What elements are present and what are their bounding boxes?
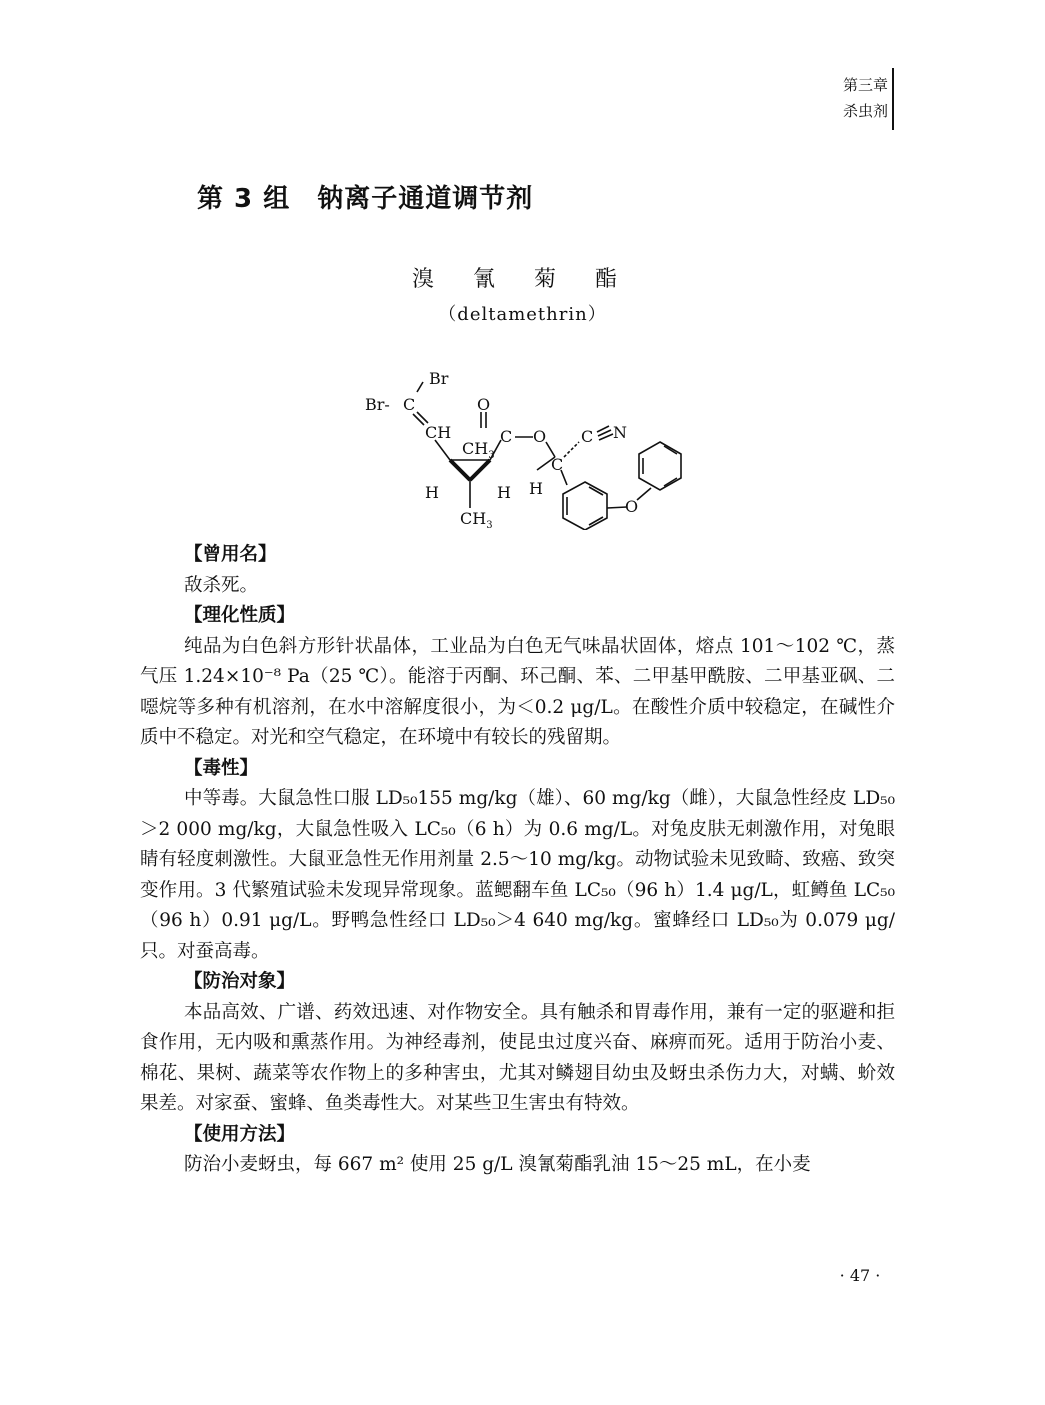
section-text-toxicity: 中等毒。大鼠急性口服 LD₅₀155 mg/kg（雄）、60 mg/kg（雌），大鼠急性经皮 LD₅₀＞2 000 mg/kg，大鼠急性吸入 LC₅₀（6 h）为 0.6 mg/L。对兔皮肤无刺激作用，对兔眼睛有轻度刺激性。大鼠亚急性无作用剂量 2.5～10 mg/kg。动物试验未见致畸、致癌、致突变作用。3 代繁殖试验未发现异常现象。蓝鳃翻车鱼 LC₅₀（96 h）1.4 μg/L，虹鳟鱼 LC₅₀（96 h）0.91 μg/L。野鸭急性经口 LD₅₀＞4 640 mg/kg。蜜蜂经口 LD₅₀为 0.079 μg/只。对蚕高毒。: [140, 788, 895, 962]
section-text-alias: 敌杀死。: [184, 574, 259, 596]
carbonyl-oxygen-label: O: [477, 395, 491, 414]
chapter-label: 第三章: [842, 76, 888, 94]
ch-label: CH: [425, 423, 452, 442]
methyl-label-upper: $CH_3$: [462, 439, 495, 461]
methyl-label-lower: $CH_3$: [460, 509, 493, 530]
nitrogen-label: N: [613, 423, 627, 442]
section-title-properties: 【理化性质】: [184, 605, 296, 626]
page-number: · 47 ·: [839, 1266, 881, 1285]
section-text-targets: 本品高效、广谱、药效迅速、对作物安全。具有触杀和胃毒作用，兼有一定的驱避和拒食作用，无内吸和熏蒸作用。为神经毒剂，使昆虫过度兴奋、麻痹而死。适用于防治小麦、棉花、果树、蔬菜等农作物上的多种害虫，尤其对鳞翅目幼虫及蚜虫杀伤力大，对螨、蚧效果差。对家蚕、蜜蜂、鱼类毒性大。对某些卫生害虫有特效。: [140, 1001, 895, 1114]
compound-name-cn: 溴 氰 菊 酯: [412, 267, 633, 292]
nitrile-carbon-label: C: [581, 427, 594, 446]
compound-name-en: （deltamethrin）: [438, 304, 607, 325]
section-title-targets: 【防治对象】: [184, 971, 296, 992]
chiral-carbon-label: C: [551, 455, 564, 474]
running-header: [800, 72, 888, 124]
section-title-usage: 【使用方法】: [184, 1123, 296, 1145]
h-label-right: H: [497, 483, 511, 502]
ether-oxygen-label: O: [625, 497, 639, 516]
section-title-toxicity: 【毒性】: [184, 757, 259, 779]
group-title: 第 3 组 钠离子通道调节剂: [197, 184, 534, 214]
h-label-chiral: H: [529, 479, 543, 498]
carbonyl-carbon-label: C: [500, 427, 513, 446]
vinyl-carbon-label: C: [403, 395, 416, 414]
header-divider: [892, 68, 894, 130]
ester-oxygen-label: O: [533, 427, 547, 446]
h-label-left: H: [425, 483, 439, 502]
structural-formula: [355, 360, 695, 530]
br-label-top: Br: [429, 369, 449, 388]
monograph-body: [140, 540, 895, 1181]
br-label-left: Br-: [365, 395, 390, 414]
section-text-usage: 防治小麦蚜虫，每 667 m² 使用 25 g/L 溴氰菊酯乳油 15～25 mL，在小麦: [184, 1154, 811, 1175]
category-label: 杀虫剂: [842, 102, 888, 120]
section-text-properties: 纯品为白色斜方形针状晶体，工业品为白色无气味晶状固体，熔点 101～102 ℃，蒸气压 1.24×10⁻⁸ Pa（25 ℃）。能溶于丙酮、环己酮、苯、二甲基甲酰胺、二甲基亚砜、二噁烷等多种有机溶剂，在水中溶解度很小，为＜0.2 μg/L。在酸性介质中较稳定，在碱性介质中不稳定。对光和空气稳定，在环境中有较长的残留期。: [140, 635, 895, 748]
section-title-alias: 【曾用名】: [184, 544, 277, 565]
